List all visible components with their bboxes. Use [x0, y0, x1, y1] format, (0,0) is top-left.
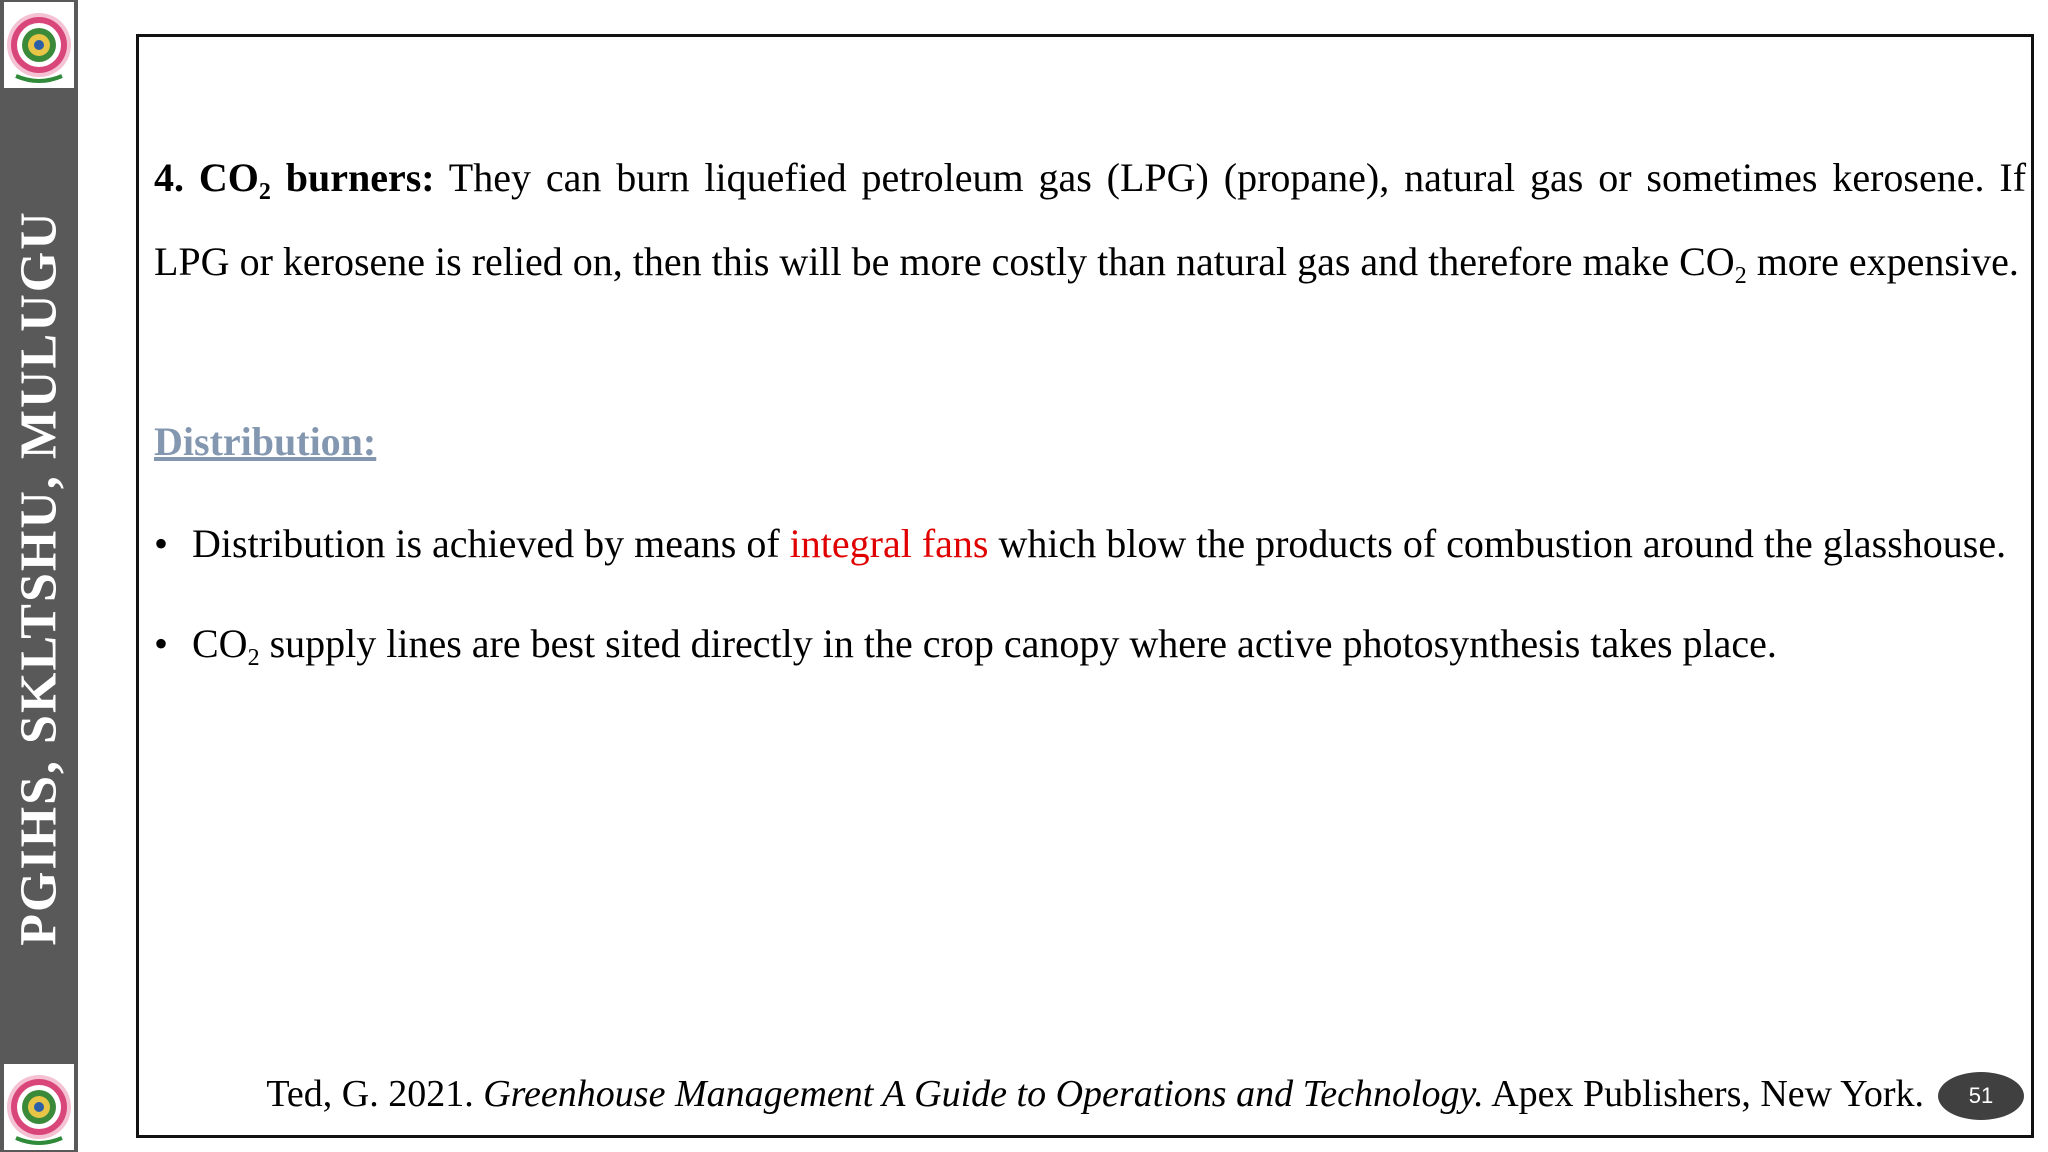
distribution-list	[154, 505, 2026, 705]
co-text: CO	[1679, 239, 1735, 284]
bullet-text: supply lines are best sited directly in the crop canopy where active photosynthesis takes place.	[259, 621, 1777, 666]
ref-title: Greenhouse Management A Guide to Operations and Technology.	[483, 1073, 1484, 1115]
bullet-text: Distribution is achieved by means of	[192, 521, 790, 566]
lead-rest: burners:	[270, 155, 435, 200]
sidebar-title: PGIHS, SKLTSHU, MULUGU	[10, 210, 68, 946]
paragraph-tail: more expensive.	[1746, 239, 2019, 284]
bullet-text: which blow the products of combustion around the glasshouse.	[988, 521, 2007, 566]
co2-burners-heading	[154, 155, 435, 205]
subscript: 2	[258, 179, 271, 205]
co-text: CO	[192, 621, 248, 666]
ref-author: Ted, G. 2021.	[266, 1073, 484, 1115]
highlight-text: integral fans	[789, 521, 989, 566]
ref-publisher: Apex Publishers, New York.	[1483, 1073, 1924, 1115]
page-number-badge: 51	[1938, 1072, 2024, 1120]
list-item	[154, 605, 2026, 683]
sidebar	[0, 0, 78, 1152]
bullet-icon: •	[154, 621, 169, 666]
university-emblem-icon	[4, 2, 74, 88]
co2-burners-paragraph	[154, 136, 2026, 304]
reference-citation	[266, 1064, 1924, 1124]
paragraph-text: They can burn liquefied petroleum gas (LPG) (propane), natural gas or sometimes kerosene. If LPG or kerosene is relied on, then this will be more costly than natural gas and therefore make	[154, 155, 2027, 284]
lead-number: 4. CO	[154, 155, 259, 200]
university-emblem-icon	[4, 1064, 74, 1150]
bullet-icon: •	[154, 521, 169, 566]
list-item	[154, 505, 2026, 583]
subscript: 2	[1734, 263, 1747, 289]
subscript: 2	[247, 645, 260, 671]
distribution-heading: Distribution:	[154, 419, 377, 464]
